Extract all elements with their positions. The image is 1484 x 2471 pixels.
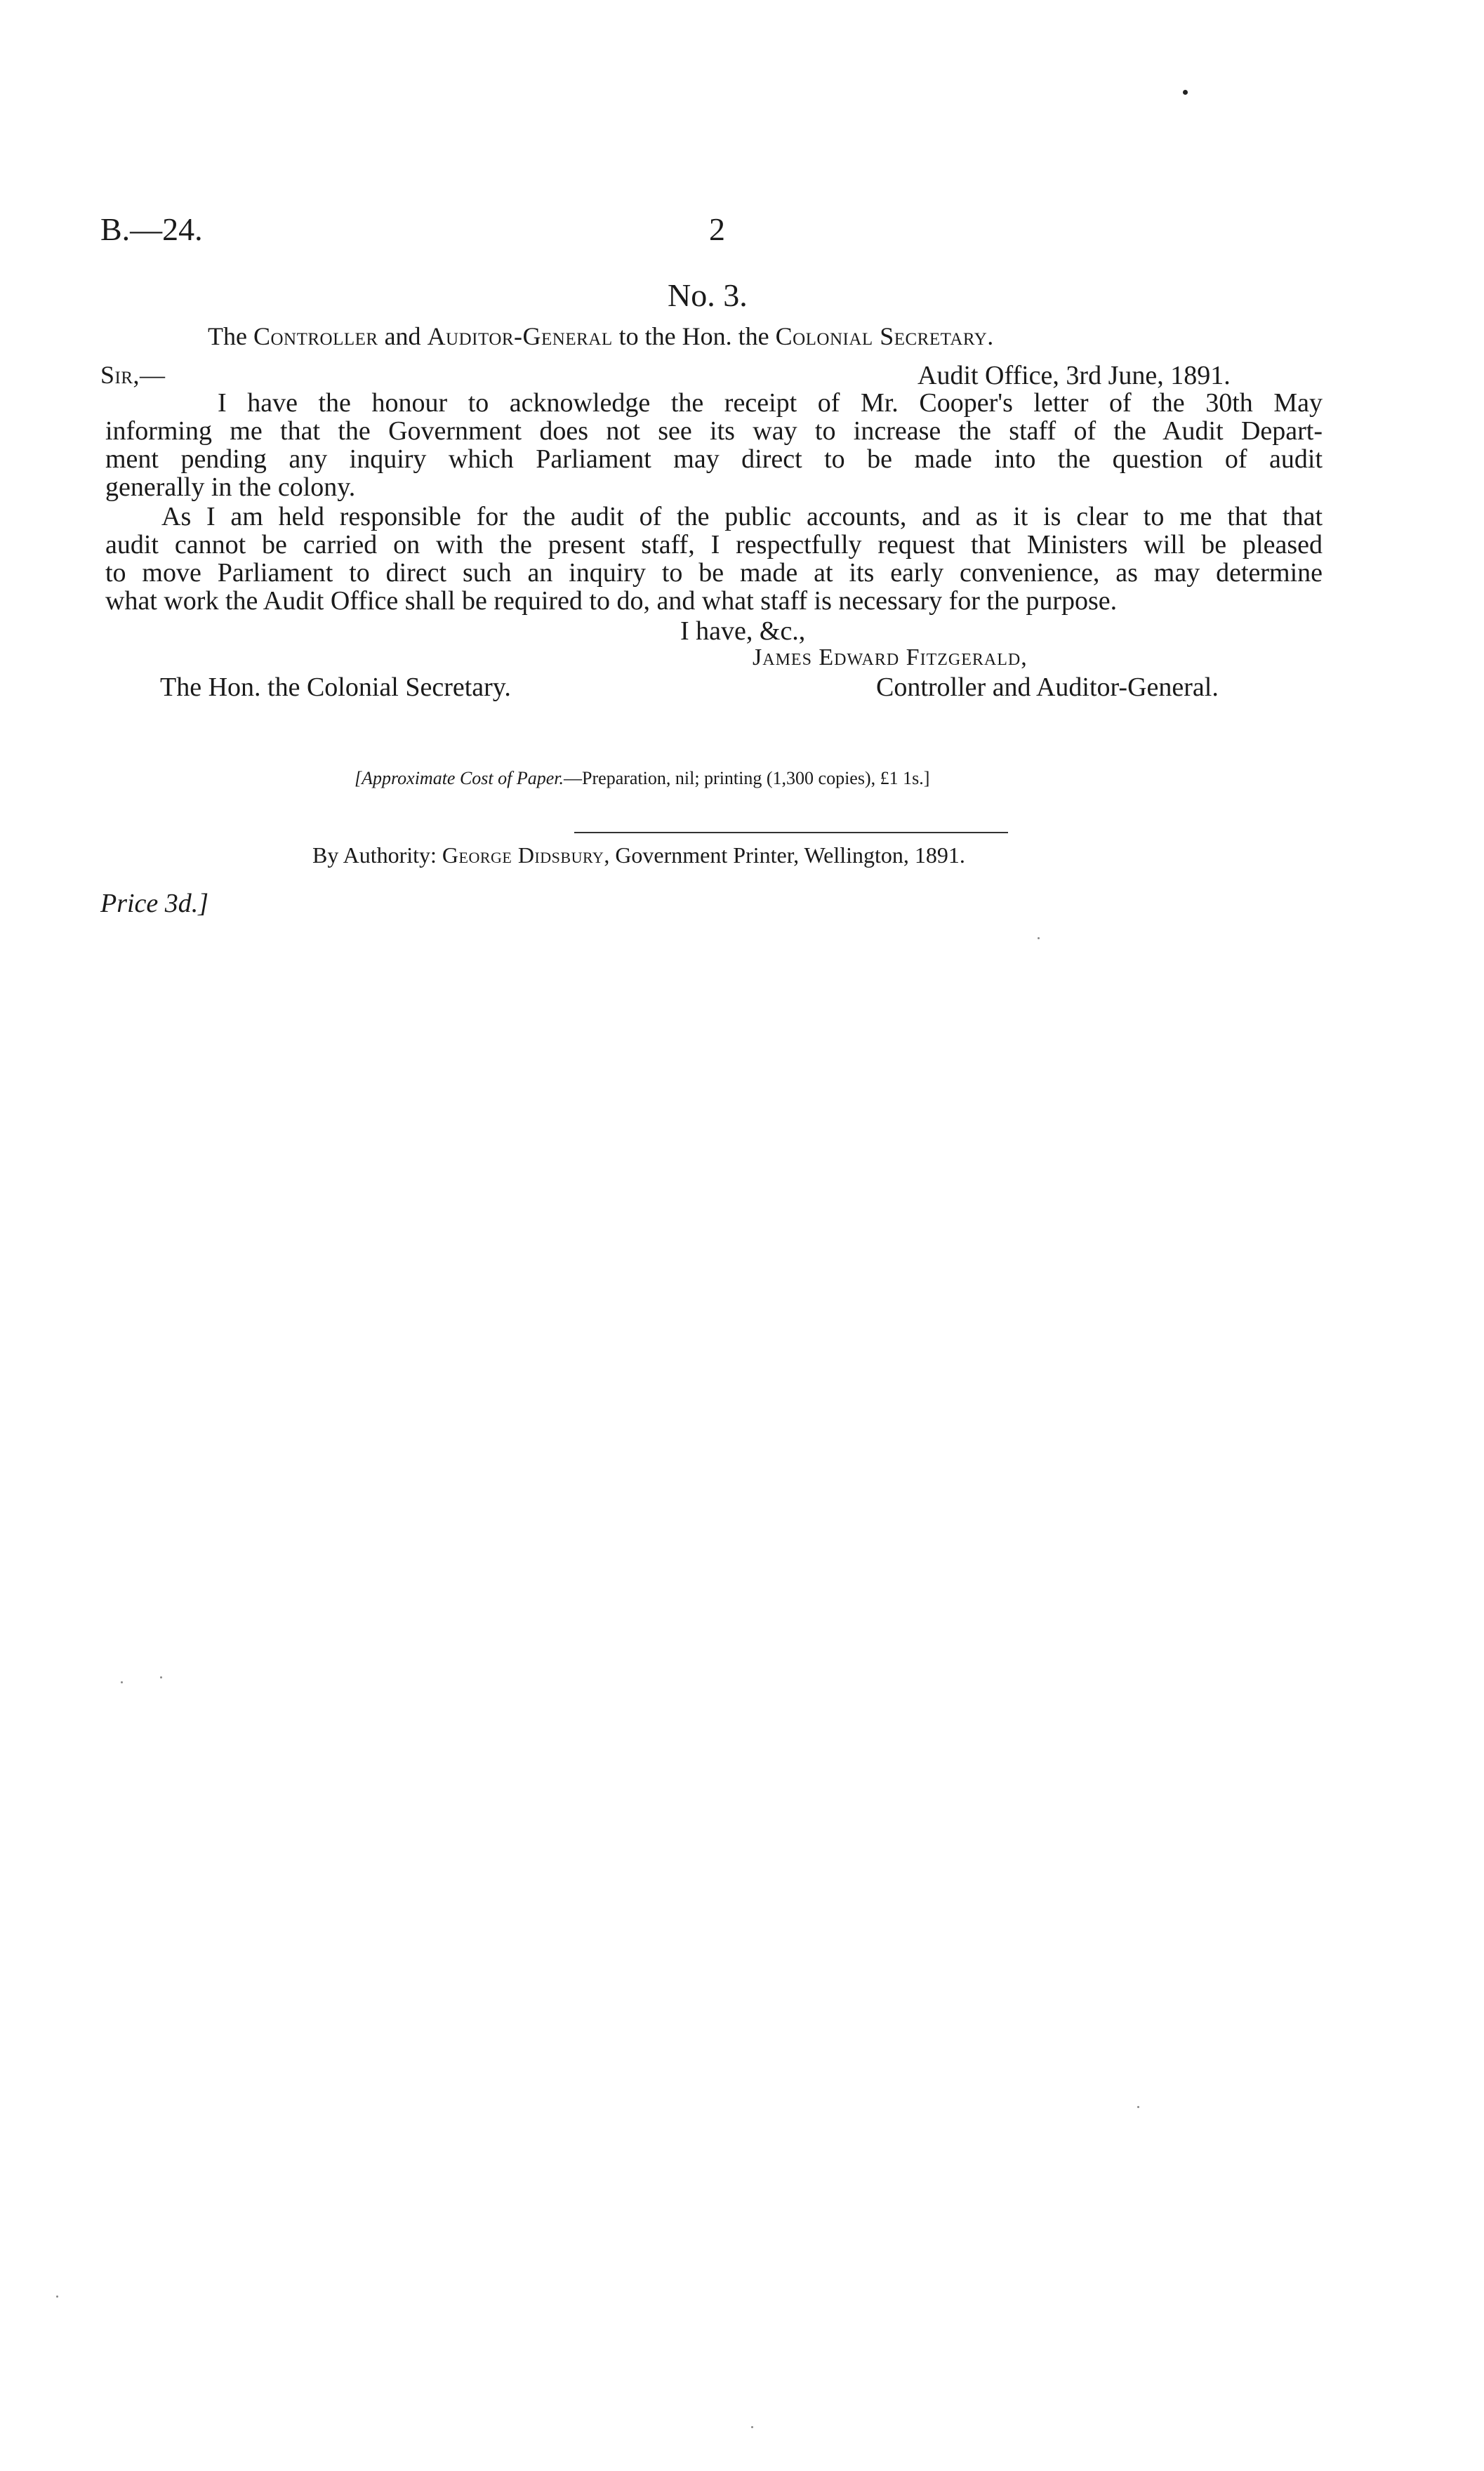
cost-label: [Approximate Cost of Paper. <box>355 768 564 788</box>
heading-part2: and <box>378 322 428 350</box>
addressee: The Hon. the Colonial Secretary. <box>160 673 511 702</box>
authority-prefix: By Authority: <box>312 842 442 868</box>
heading-to: Colonial Secretary <box>775 322 988 350</box>
heading-from: Controller <box>253 322 378 350</box>
salutation <box>100 360 166 390</box>
paper-speck <box>751 2426 753 2428</box>
letter-number: No. 3. <box>668 277 748 313</box>
paper-speck <box>56 2296 58 2298</box>
printer-imprint <box>312 842 965 868</box>
cost-detail: —Preparation, nil; printing (1,300 copies), £1 1s.] <box>564 768 930 788</box>
heading-from2: Auditor-General <box>427 322 613 350</box>
signatory-title: Controller and Auditor-General. <box>876 673 1219 702</box>
signature: James Edward Fitzgerald, <box>753 644 1028 670</box>
salutation-text: Sir,— <box>100 361 166 389</box>
divider-rule <box>574 832 1008 833</box>
cost-note <box>355 768 929 789</box>
paragraph-line: audit cannot be carried on with the present staff, I respectfully request that Ministers will be pleased <box>105 530 1323 559</box>
paper-speck <box>1137 2106 1139 2108</box>
page-number: 2 <box>709 211 725 247</box>
heading-part3: to the Hon. the <box>612 322 776 350</box>
paper-speck <box>1038 937 1040 939</box>
authority-suffix: , Government Printer, Wellington, 1891. <box>604 842 965 868</box>
paragraph-line: generally in the colony. <box>105 472 356 502</box>
closing: I have, &c., <box>680 616 806 646</box>
paragraph-line: I have the honour to acknowledge the receipt of Mr. Cooper's letter of the 30th May <box>218 388 1323 418</box>
dateline: Audit Office, 3rd June, 1891. <box>917 361 1231 390</box>
paragraph-line: As I am held responsible for the audit of the public accounts, and as it is clear to me that that <box>161 502 1323 531</box>
paragraph-line: what work the Audit Office shall be required to do, and what staff is necessary for the purpose. <box>105 586 1118 616</box>
printer-name: George Didsbury <box>442 842 604 868</box>
paragraph-1 <box>105 389 1323 501</box>
paragraph-line: informing me that the Government does not see its way to increase the staff of the Audit Depart- <box>105 416 1323 446</box>
letter-heading <box>208 322 993 351</box>
heading-part4: . <box>987 322 994 350</box>
paragraph-line: to move Parliament to direct such an inquiry to be made at its early convenience, as may determine <box>105 558 1323 588</box>
paper-speck <box>121 1681 123 1683</box>
paragraph-2 <box>105 503 1323 615</box>
price: Price 3d.] <box>100 889 209 918</box>
paper-speck <box>160 1676 162 1678</box>
paragraph-line: ment pending any inquiry which Parliament may direct to be made into the question of audit <box>105 444 1323 474</box>
heading-part1: The <box>208 322 253 350</box>
stray-ink-dot <box>1183 90 1188 95</box>
document-reference: B.—24. <box>100 211 203 247</box>
